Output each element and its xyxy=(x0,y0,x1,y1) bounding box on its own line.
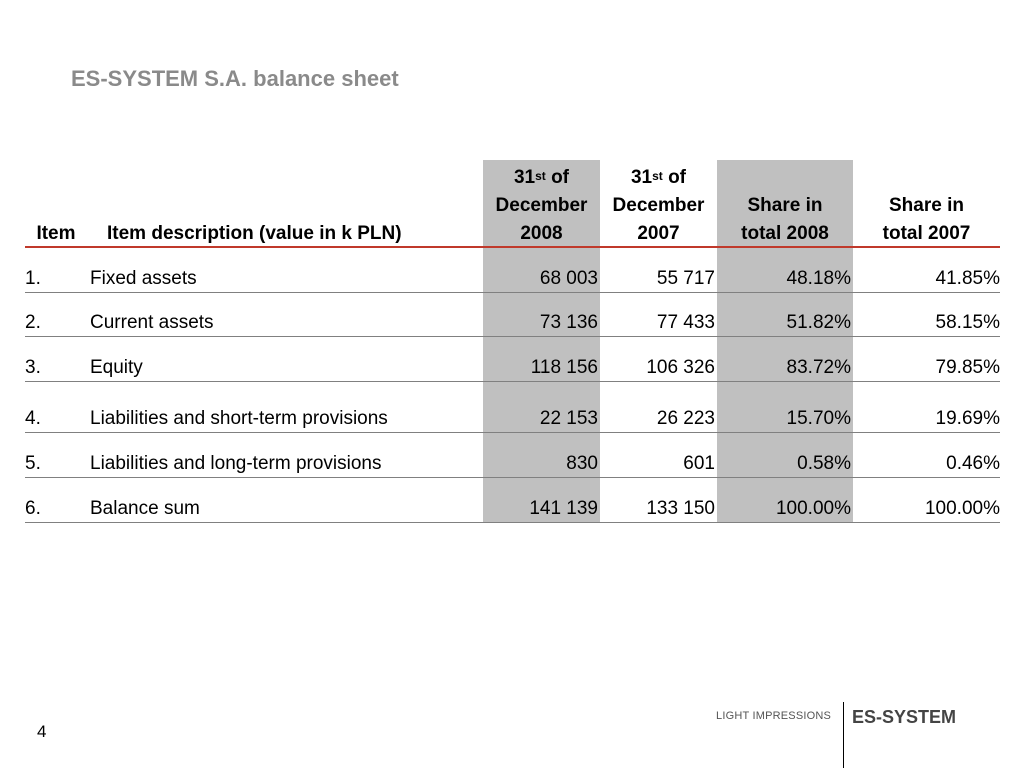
row-share-2008: 0.58% xyxy=(797,453,851,474)
header-dec-2008 xyxy=(483,164,600,248)
row-value-2007: 26 223 xyxy=(656,408,715,429)
row-value-2007: 133 150 xyxy=(646,498,715,519)
row-share-2007: 41.85% xyxy=(935,268,1000,289)
title-subject: balance sheet xyxy=(247,66,399,91)
table-row xyxy=(25,356,1000,380)
row-share-2007: 58.15% xyxy=(935,312,1000,333)
row-description: Liabilities and long-term provisions xyxy=(90,453,382,474)
row-share-2008: 48.18% xyxy=(786,268,851,289)
row-description: Current assets xyxy=(90,312,214,333)
row-number: 3. xyxy=(25,357,41,378)
row-description: Balance sum xyxy=(90,498,200,519)
row-value-2008: 830 xyxy=(566,453,598,474)
row-number: 2. xyxy=(25,312,41,333)
row-share-2007: 100.00% xyxy=(924,498,1000,519)
row-divider xyxy=(25,292,1000,293)
header-dec-2007-year: 2007 xyxy=(637,223,680,244)
header-dec-2008-year: 2008 xyxy=(520,223,563,244)
footer-logo: ES-SYSTEM xyxy=(852,707,957,727)
header-share-2008-line1: Share in xyxy=(747,195,823,216)
row-divider xyxy=(25,381,1000,382)
header-description: Item description (value in k PLN) xyxy=(107,223,402,244)
header-dec-2007-of: of xyxy=(662,167,687,188)
header-dec-2008-of: of xyxy=(545,167,570,188)
footer-separator xyxy=(843,702,844,768)
row-divider xyxy=(25,522,1000,523)
row-value-2007: 601 xyxy=(683,453,715,474)
row-share-2007: 0.46% xyxy=(946,453,1000,474)
row-value-2008: 73 136 xyxy=(539,312,598,333)
row-description: Equity xyxy=(90,357,143,378)
header-share-2007-line2: total 2007 xyxy=(882,223,971,244)
row-share-2007: 79.85% xyxy=(935,357,1000,378)
table-row xyxy=(25,407,1000,431)
row-description: Liabilities and short-term provisions xyxy=(90,408,388,429)
header-dec-2007-sup: st xyxy=(652,169,663,183)
row-number: 5. xyxy=(25,453,41,474)
row-share-2007: 19.69% xyxy=(935,408,1000,429)
row-value-2007: 106 326 xyxy=(646,357,715,378)
row-number: 1. xyxy=(25,268,41,289)
header-share-2007 xyxy=(853,192,1000,248)
page-number: 4 xyxy=(37,722,47,741)
title-company: ES-SYSTEM S.A. xyxy=(71,66,248,91)
header-dec-2008-sup: st xyxy=(535,169,546,183)
header-dec-2007-num: 31 xyxy=(630,167,653,188)
header-dec-2008-num: 31 xyxy=(513,167,536,188)
table-row xyxy=(25,311,1000,335)
table-row xyxy=(25,497,1000,521)
row-value-2007: 55 717 xyxy=(656,268,715,289)
row-divider xyxy=(25,477,1000,478)
header-divider xyxy=(25,246,1000,248)
row-divider xyxy=(25,432,1000,433)
header-item: Item xyxy=(36,223,76,244)
row-value-2008: 118 156 xyxy=(530,357,598,378)
row-value-2008: 68 003 xyxy=(539,268,598,289)
header-share-2008-line2: total 2008 xyxy=(741,223,829,244)
row-share-2008: 100.00% xyxy=(775,498,851,519)
footer-tagline: LIGHT IMPRESSIONS xyxy=(716,710,832,722)
header-dec-2007-month: December xyxy=(612,195,705,216)
row-share-2008: 15.70% xyxy=(786,408,851,429)
row-share-2008: 83.72% xyxy=(786,357,851,378)
row-divider xyxy=(25,336,1000,337)
balance-sheet-table xyxy=(25,160,1000,522)
row-share-2008: 51.82% xyxy=(786,312,851,333)
header-dec-2008-month: December xyxy=(495,195,588,216)
header-share-2008 xyxy=(717,192,853,248)
row-value-2007: 77 433 xyxy=(656,312,715,333)
header-share-2007-line1: Share in xyxy=(889,195,964,216)
table-row xyxy=(25,267,1000,291)
row-description: Fixed assets xyxy=(90,268,197,289)
header-dec-2007 xyxy=(600,164,717,248)
row-number: 4. xyxy=(25,408,41,429)
row-value-2008: 22 153 xyxy=(539,408,598,429)
row-value-2008: 141 139 xyxy=(529,498,598,519)
row-number: 6. xyxy=(25,498,41,519)
table-row xyxy=(25,452,1000,476)
page-title xyxy=(71,66,399,92)
